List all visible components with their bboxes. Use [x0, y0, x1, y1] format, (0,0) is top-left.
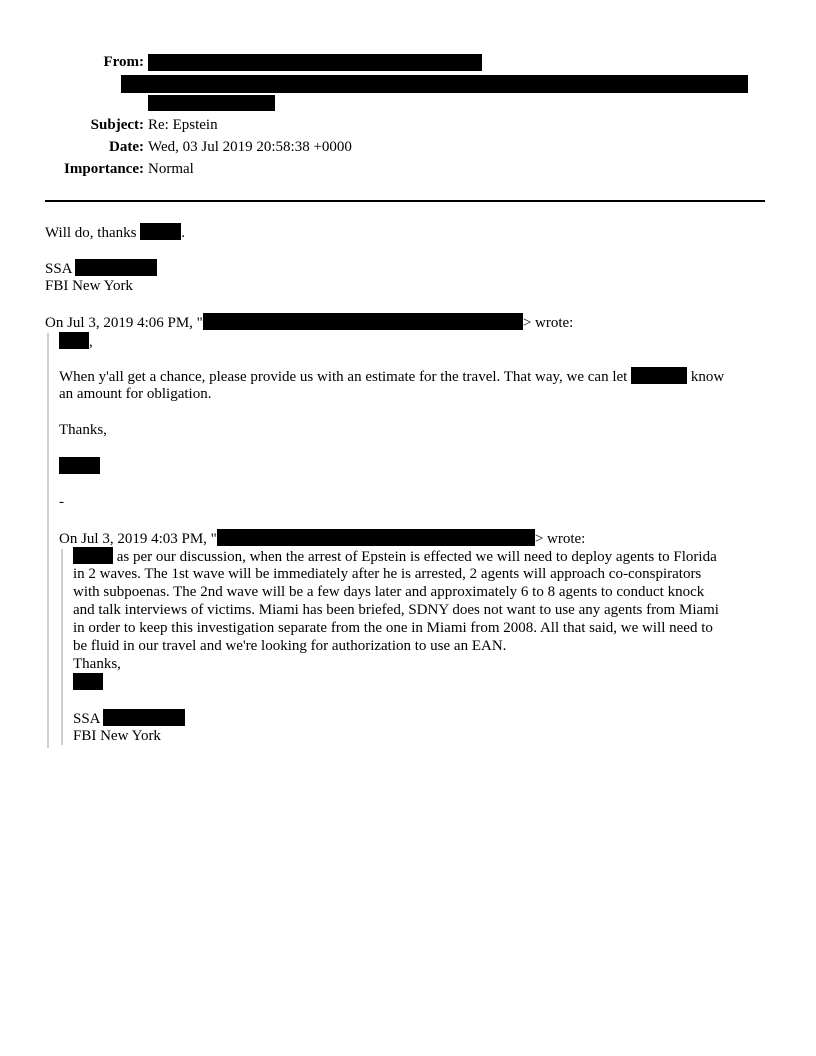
quote1-para-text1: When y'all get a chance, please provide us with an estimate for the travel. That way, we can let — [59, 369, 628, 385]
reply-sig-office: FBI New York — [45, 278, 133, 294]
reply-sig-redaction — [75, 259, 157, 276]
quote2-intro — [59, 529, 585, 548]
quote2-sig-title-line — [73, 709, 185, 728]
quote2-sig-office: FBI New York — [73, 728, 161, 744]
quote1-thanks: Thanks, — [59, 422, 107, 438]
quote2-body-line4: and talk interviews of victims. Miami has been briefed, SDNY does not want to use any agents from Miami — [73, 602, 719, 618]
quote2-intro-wrote: > wrote: — [534, 531, 586, 547]
quote1-sig-redaction — [59, 457, 100, 474]
quote1-intro — [45, 313, 573, 332]
quote2-body-line6: be fluid in our travel and we're looking for authorization to use an EAN. — [73, 638, 507, 654]
date-value: Wed, 03 Jul 2019 20:58:38 +0000 — [148, 139, 352, 155]
quote2-thanks: Thanks, — [73, 656, 121, 672]
importance-label: Importance: — [64, 161, 144, 177]
subject-value: Re: Epstein — [148, 117, 218, 133]
quote2-sig-title: SSA — [73, 711, 100, 727]
from-label: From: — [103, 54, 144, 70]
quote1-bar — [47, 333, 49, 748]
reply-sig-title: SSA — [45, 261, 72, 277]
quote2-sig-redaction — [103, 709, 185, 726]
quote1-para-redaction — [631, 367, 687, 384]
reply-name-redaction — [140, 223, 181, 240]
reply-greeting-text: Will do, thanks — [45, 225, 137, 241]
quote1-intro-text: On Jul 3, 2019 4:06 PM, " — [45, 315, 203, 331]
reply-greeting — [45, 223, 185, 242]
importance-value: Normal — [148, 161, 194, 177]
reply-sig-title-line — [45, 259, 157, 278]
header-divider — [45, 200, 765, 202]
quote1-salutation-redaction — [59, 332, 89, 349]
from-redaction-3 — [148, 95, 275, 111]
quote1-intro-wrote: > wrote: — [522, 315, 574, 331]
quote2-body-text1: as per our discussion, when the arrest of Epstein is effected we will need to deploy agents to Florida — [116, 549, 717, 565]
quote1-dash: - — [59, 494, 64, 510]
quote2-sig-name-redaction — [73, 673, 103, 690]
quote1-salutation-comma: , — [89, 334, 93, 350]
quote2-body-line3: with subpoenas. The 2nd wave will be a few days later and approximately 6 to 8 agents to conduct knock — [73, 584, 705, 600]
reply-greeting-period: . — [181, 225, 185, 241]
date-label: Date: — [109, 139, 144, 155]
quote2-body-line5: in order to keep this investigation separate from the one in Miami from 2008. All that said, we will need to — [73, 620, 713, 636]
quote2-intro-text: On Jul 3, 2019 4:03 PM, " — [59, 531, 217, 547]
quote1-para-text1-end: know — [690, 369, 725, 385]
quote2-body-line2: in 2 waves. The 1st wave will be immediately after he is arrested, 2 agents will approach co-conspirators — [73, 566, 702, 582]
quote2-sender-redaction — [217, 529, 535, 546]
from-redaction-2 — [121, 75, 748, 93]
quote1-para-line2: an amount for obligation. — [59, 386, 212, 402]
quote1-sender-redaction — [203, 313, 523, 330]
quote2-bar — [61, 549, 63, 745]
quote2-name-redaction — [73, 547, 113, 564]
subject-label: Subject: — [90, 117, 144, 133]
quote2-body-line1 — [73, 547, 717, 566]
from-redaction-1 — [148, 54, 482, 71]
quote1-salutation — [59, 332, 93, 351]
quote1-para-line1 — [59, 367, 724, 386]
